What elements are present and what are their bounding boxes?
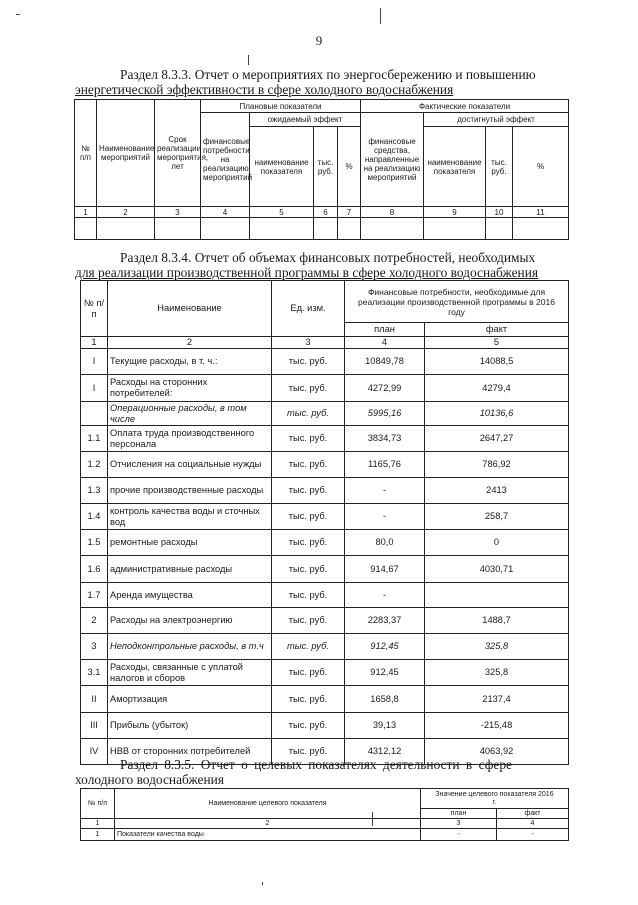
heading-line: Раздел 8.3.4. Отчет об объемах финансовых потребностей, необходимых <box>120 250 536 265</box>
table-row <box>81 713 569 739</box>
row-plan: 912,45 <box>345 634 425 660</box>
row-plan: 5995,16 <box>345 402 425 426</box>
col-number: 2 <box>115 819 421 829</box>
header-name: Наименование мероприятий <box>97 100 155 207</box>
target-indicators-table <box>80 788 569 841</box>
empty-cell <box>97 218 155 240</box>
table-row <box>81 530 569 556</box>
row-fact: 4030,71 <box>425 556 569 583</box>
scan-mark <box>380 8 381 24</box>
header-value: Значение целевого показателя 2016 г. <box>421 789 569 809</box>
table-row <box>81 504 569 530</box>
row-fact: -215,48 <box>425 713 569 739</box>
row-fact: 786,92 <box>425 452 569 478</box>
header-ths-rub: тыс. руб. <box>314 127 338 207</box>
row-fact: - <box>497 829 569 841</box>
empty-cell <box>155 218 201 240</box>
header-name: Наименование <box>108 281 272 337</box>
row-fact <box>425 583 569 608</box>
header-ind-name: наименование показателя <box>250 127 314 207</box>
row-unit: тыс. руб. <box>272 556 345 583</box>
row-unit: тыс. руб. <box>272 452 345 478</box>
row-num: 2 <box>81 608 108 634</box>
scan-mark <box>16 14 20 15</box>
col-number: 8 <box>361 207 424 218</box>
row-plan: - <box>345 478 425 504</box>
row-fact: 2137,4 <box>425 686 569 713</box>
header-fact: факт <box>425 323 569 337</box>
col-number: 4 <box>497 819 569 829</box>
col-number: 5 <box>425 337 569 349</box>
row-unit: тыс. руб. <box>272 530 345 556</box>
section-8-3-5-heading <box>75 757 569 787</box>
col-number: 2 <box>97 207 155 218</box>
row-unit: тыс. руб. <box>272 583 345 608</box>
header-pct: % <box>338 127 361 207</box>
row-plan: 3834,73 <box>345 426 425 452</box>
row-num: 1 <box>81 829 115 841</box>
empty-cell <box>250 218 314 240</box>
header-unit: Ед. изм. <box>272 281 345 337</box>
col-number: 4 <box>345 337 425 349</box>
row-plan: 39,13 <box>345 713 425 739</box>
row-unit: тыс. руб. <box>272 426 345 452</box>
row-plan: 912,45 <box>345 660 425 686</box>
row-unit: тыс. руб. <box>272 478 345 504</box>
row-num: III <box>81 713 108 739</box>
row-num: 1.4 <box>81 504 108 530</box>
row-fact: 258,7 <box>425 504 569 530</box>
header-ths-rub: тыс. руб. <box>486 127 513 207</box>
row-fact: 14088,5 <box>425 349 569 375</box>
financial-rows <box>81 349 569 765</box>
energy-saving-measures-table <box>74 99 569 240</box>
table-row <box>81 375 569 402</box>
table-row <box>81 402 569 426</box>
table-row <box>81 556 569 583</box>
row-name: Операционные расходы, в том числе <box>108 402 272 426</box>
row-name: Неподконтрольные расходы, в т.ч <box>108 634 272 660</box>
heading-line: энергетической эффективности в сфере холодного водоснабжения <box>75 82 454 97</box>
row-name: Расходы, связанные с уплатой налогов и сборов <box>108 660 272 686</box>
section-8-3-4-heading <box>75 250 569 280</box>
header-name: Наименование целевого показателя <box>115 789 421 819</box>
row-name: контроль качества воды и сточных вод <box>108 504 272 530</box>
col-number: 1 <box>81 819 115 829</box>
heading-line: Раздел 8.3.3. Отчет о мероприятиях по энергосбережению и повышению <box>120 67 536 82</box>
col-number: 2 <box>108 337 272 349</box>
row-unit: тыс. руб. <box>272 634 345 660</box>
row-unit: тыс. руб. <box>272 504 345 530</box>
header-fact: факт <box>497 809 569 819</box>
row-plan: 2283,37 <box>345 608 425 634</box>
page-number: 9 <box>315 33 323 48</box>
financial-needs-table <box>80 280 569 765</box>
col-number: 1 <box>81 337 108 349</box>
col-number: 3 <box>421 819 497 829</box>
row-num: 1.7 <box>81 583 108 608</box>
row-plan: 1165,76 <box>345 452 425 478</box>
row-unit: тыс. руб. <box>272 375 345 402</box>
row-fact: 325,8 <box>425 660 569 686</box>
row-name: Амортизация <box>108 686 272 713</box>
row-num: 3 <box>81 634 108 660</box>
row-plan: - <box>345 583 425 608</box>
row-num: 1.3 <box>81 478 108 504</box>
table-row <box>81 660 569 686</box>
row-name: прочие производственные расходы <box>108 478 272 504</box>
col-number: 9 <box>424 207 486 218</box>
header-planned-group: Плановые показатели <box>201 100 361 113</box>
row-plan: 1658,8 <box>345 686 425 713</box>
header-ind-name: наименование показателя <box>424 127 486 207</box>
heading-line: холодного водоснабжения <box>75 772 224 787</box>
empty-cell <box>314 218 338 240</box>
table-row <box>81 478 569 504</box>
row-num: I <box>81 349 108 375</box>
empty-cell <box>486 218 513 240</box>
row-num: 1.6 <box>81 556 108 583</box>
header-fin-needs: Финансовые потребности, необходимые для реализации производственной программы в 2016 году <box>345 281 569 323</box>
row-name: Отчисления на социальные нужды <box>108 452 272 478</box>
row-plan: 4272,99 <box>345 375 425 402</box>
row-num: II <box>81 686 108 713</box>
row-name: административные расходы <box>108 556 272 583</box>
empty-cell <box>361 218 424 240</box>
table-row <box>81 608 569 634</box>
row-plan: - <box>421 829 497 841</box>
col-number: 6 <box>314 207 338 218</box>
heading-line: для реализации производственной программы в сфере холодного водоснабжения <box>75 265 539 280</box>
header-plan: план <box>345 323 425 337</box>
row-plan: 914,67 <box>345 556 425 583</box>
section-8-3-3-heading <box>75 67 569 97</box>
row-unit: тыс. руб. <box>272 713 345 739</box>
row-name: НВВ от сторонних потребителей <box>108 739 272 765</box>
table-row <box>81 583 569 608</box>
empty-cell <box>513 218 569 240</box>
row-unit: тыс. руб. <box>272 402 345 426</box>
heading-line: Раздел 8.3.5. Отчет о целевых показателях деятельности в сфере <box>120 757 512 772</box>
table-row <box>81 686 569 713</box>
row-name: Аренда имущества <box>108 583 272 608</box>
row-fact: 4063,92 <box>425 739 569 765</box>
empty-cell <box>201 218 250 240</box>
header-achieved: достигнутый эффект <box>424 113 569 127</box>
header-plan: план <box>421 809 497 819</box>
col-number: 7 <box>338 207 361 218</box>
header-term: Срок реализации мероприятия, лет <box>155 100 201 207</box>
row-num: 1.1 <box>81 426 108 452</box>
row-name: Показатели качества воды <box>115 829 421 841</box>
col-number: 4 <box>201 207 250 218</box>
scan-mark <box>262 882 263 885</box>
table-row <box>81 426 569 452</box>
row-name: Оплата труда производственного персонала <box>108 426 272 452</box>
row-fact: 0 <box>425 530 569 556</box>
row-num <box>81 402 108 426</box>
row-num: I <box>81 375 108 402</box>
empty-cell <box>424 218 486 240</box>
row-name: Прибыль (убыток) <box>108 713 272 739</box>
row-unit: тыс. руб. <box>272 739 345 765</box>
row-num: IV <box>81 739 108 765</box>
table-row <box>81 349 569 375</box>
col-number: 3 <box>155 207 201 218</box>
col-number: 1 <box>75 207 97 218</box>
col-number: 11 <box>513 207 569 218</box>
row-name: Текущие расходы, в т. ч.: <box>108 349 272 375</box>
row-fact: 2413 <box>425 478 569 504</box>
table-row <box>81 452 569 478</box>
row-fact: 1488,7 <box>425 608 569 634</box>
header-num: № п/п <box>81 789 115 819</box>
row-fact: 325,8 <box>425 634 569 660</box>
header-pct: % <box>513 127 569 207</box>
empty-cell <box>338 218 361 240</box>
row-plan: 4312,12 <box>345 739 425 765</box>
header-fin-plan: финансовые потребности на реализацию мероприятий <box>201 113 250 207</box>
header-num: № п/п <box>75 100 97 207</box>
row-fact: 10136,6 <box>425 402 569 426</box>
row-fact: 4279,4 <box>425 375 569 402</box>
row-unit: тыс. руб. <box>272 349 345 375</box>
header-fin-actual: финансовые средства, направленные на реализацию мероприятий <box>361 113 424 207</box>
header-actual-group: Фактические показатели <box>361 100 569 113</box>
row-name: Расходы на электроэнергию <box>108 608 272 634</box>
col-number: 3 <box>272 337 345 349</box>
col-number: 5 <box>250 207 314 218</box>
row-num: 1.2 <box>81 452 108 478</box>
header-expected: ожидаемый эффект <box>250 113 361 127</box>
row-unit: тыс. руб. <box>272 660 345 686</box>
header-num: № п/п <box>81 281 108 337</box>
row-unit: тыс. руб. <box>272 686 345 713</box>
row-fact: 2647,27 <box>425 426 569 452</box>
table-row <box>81 634 569 660</box>
col-number: 10 <box>486 207 513 218</box>
row-plan: - <box>345 504 425 530</box>
scan-mark <box>248 55 249 65</box>
row-plan: 80,0 <box>345 530 425 556</box>
row-plan: 10849,78 <box>345 349 425 375</box>
row-num: 1.5 <box>81 530 108 556</box>
empty-cell <box>75 218 97 240</box>
row-num: 3.1 <box>81 660 108 686</box>
row-name: Расходы на сторонних потребителей: <box>108 375 272 402</box>
row-unit: тыс. руб. <box>272 608 345 634</box>
row-name: ремонтные расходы <box>108 530 272 556</box>
